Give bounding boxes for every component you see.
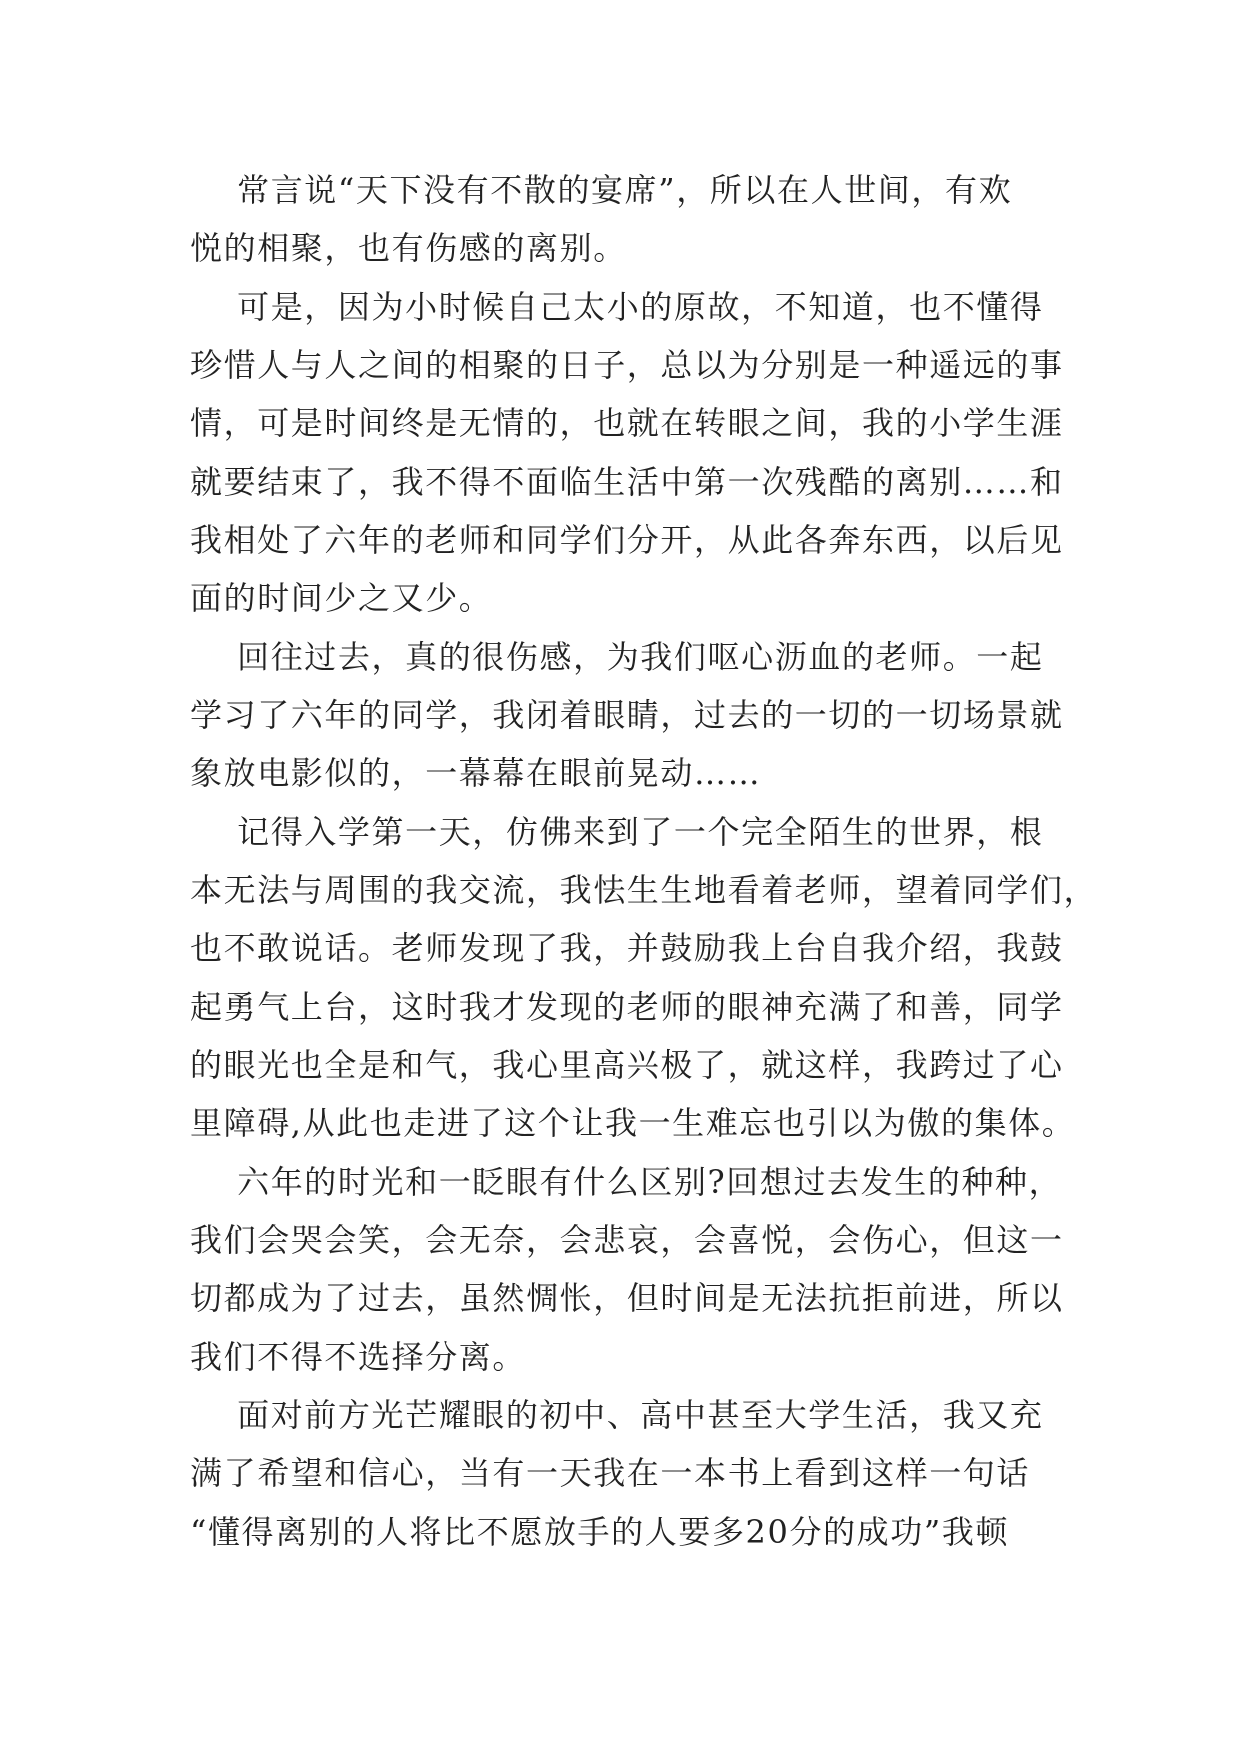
text-line: 也不敢说话。老师发现了我，并鼓励我上台自我介绍，我鼓 — [190, 929, 1064, 967]
text-line: 起勇气上台，这时我才发现的老师的眼神充满了和善，同学 — [190, 988, 1064, 1026]
text-line: 就要结束了，我不得不面临生活中第一次残酷的离别……和 — [190, 463, 1064, 501]
text-line: 里障碍,从此也走进了这个让我一生难忘也引以为傲的集体。 — [190, 1104, 1076, 1142]
text-line: 常言说“天下没有不散的宴席”，所以在人世间，有欢 — [190, 171, 1013, 209]
text-line: 象放电影似的，一幕幕在眼前晃动…… — [190, 754, 762, 792]
text-line: 本无法与周围的我交流，我怯生生地看着老师，望着同学们， — [190, 871, 1098, 909]
text-line: 满了希望和信心，当有一天我在一本书上看到这样一句话 — [190, 1454, 1031, 1492]
text-line: 的眼光也全是和气，我心里高兴极了，就这样，我跨过了心 — [190, 1046, 1064, 1084]
text-line: 我们会哭会笑，会无奈，会悲哀，会喜悦，会伤心，但这一 — [190, 1221, 1064, 1259]
text-line: 我们不得不选择分离。 — [190, 1338, 527, 1376]
text-line: 面对前方光芒耀眼的初中、高中甚至大学生活，我又充 — [190, 1396, 1044, 1434]
text-line: 可是，因为小时候自己太小的原故，不知道，也不懂得 — [190, 288, 1044, 326]
text-line: 面的时间少之又少。 — [190, 579, 493, 617]
text-line: 六年的时光和一眨眼有什么区别?回想过去发生的种种， — [190, 1163, 1063, 1201]
text-line: 悦的相聚，也有伤感的离别。 — [190, 229, 627, 267]
text-line: 情，可是时间终是无情的，也就在转眼之间，我的小学生涯 — [190, 404, 1064, 442]
text-line: 切都成为了过去，虽然惆怅，但时间是无法抗拒前进，所以 — [190, 1279, 1064, 1317]
text-line: 珍惜人与人之间的相聚的日子，总以为分别是一种遥远的事 — [190, 346, 1064, 384]
text-line: “懂得离别的人将比不愿放手的人要多20分的成功”我顿 — [190, 1513, 1010, 1551]
text-line: 我相处了六年的老师和同学们分开，从此各奔东西，以后见 — [190, 521, 1064, 559]
text-line: 记得入学第一天，仿佛来到了一个完全陌生的世界，根 — [190, 813, 1044, 851]
text-line: 回往过去，真的很伤感，为我们呕心沥血的老师。一起 — [190, 638, 1044, 676]
text-line: 学习了六年的同学，我闭着眼睛，过去的一切的一切场景就 — [190, 696, 1064, 734]
